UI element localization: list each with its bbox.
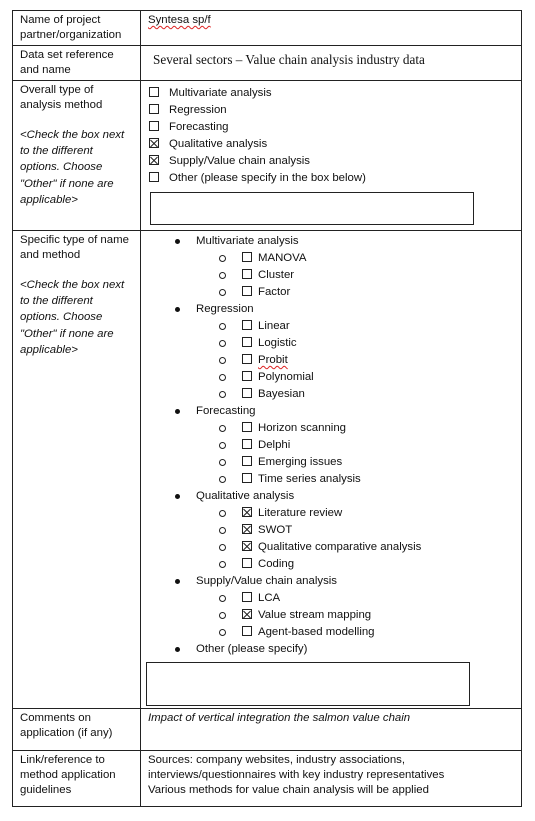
- row-comments: [13, 709, 522, 751]
- circle-bullet-icon: [219, 340, 226, 347]
- row-link: [13, 751, 522, 807]
- circle-bullet-icon: [219, 442, 226, 449]
- circle-bullet-icon: [219, 629, 226, 636]
- method-label: Cluster: [258, 269, 295, 281]
- overall-option[interactable]: [149, 102, 515, 119]
- circle-bullet-icon: [219, 289, 226, 296]
- circle-bullet-icon: [219, 374, 226, 381]
- partner-value: Syntesa sp/f: [148, 14, 211, 26]
- method-option[interactable]: [175, 624, 515, 641]
- partner-label: Name of project partner/organization: [13, 11, 141, 46]
- bullet-icon: [175, 494, 180, 499]
- bullet-icon: [175, 239, 180, 244]
- link-line-1: Sources: company websites, industry associations,: [148, 754, 406, 766]
- method-label: Logistic: [258, 337, 297, 349]
- row-overall: [13, 81, 522, 231]
- checkbox[interactable]: [242, 337, 252, 347]
- comments-label: Comments on application (if any): [13, 709, 141, 751]
- option-label: Supply/Value chain analysis: [169, 155, 310, 167]
- checkbox[interactable]: [242, 558, 252, 568]
- checkbox[interactable]: [242, 388, 252, 398]
- method-option[interactable]: [175, 335, 515, 352]
- row-partner: [13, 11, 522, 46]
- specific-method-list: [148, 233, 515, 658]
- overall-option[interactable]: [149, 136, 515, 153]
- method-option[interactable]: [175, 522, 515, 539]
- method-label: Probit: [258, 354, 288, 366]
- category-label: Regression: [196, 303, 254, 315]
- checkbox[interactable]: [242, 269, 252, 279]
- checkbox[interactable]: [242, 439, 252, 449]
- method-label: Bayesian: [258, 388, 305, 400]
- link-label: Link/reference to method application guidelines: [13, 751, 141, 807]
- method-option[interactable]: [175, 590, 515, 607]
- option-label: Qualitative analysis: [169, 138, 268, 150]
- method-option[interactable]: [175, 454, 515, 471]
- checkbox[interactable]: [242, 354, 252, 364]
- bullet-icon: [175, 647, 180, 652]
- overall-note: <Check the box next to the different options. Choose "Other" if none are applicable>: [20, 129, 125, 206]
- bullet-icon: [175, 579, 180, 584]
- overall-option[interactable]: [149, 85, 515, 102]
- category-label: Multivariate analysis: [196, 235, 299, 247]
- category-item: [175, 641, 515, 658]
- option-label: Multivariate analysis: [169, 87, 272, 99]
- dataset-value: Several sectors – Value chain analysis industry data: [153, 52, 425, 67]
- checked-checkbox[interactable]: [149, 138, 159, 148]
- checkbox[interactable]: [242, 473, 252, 483]
- method-option[interactable]: [175, 556, 515, 573]
- checkbox[interactable]: [149, 121, 159, 131]
- checkbox[interactable]: [242, 456, 252, 466]
- method-option[interactable]: [175, 352, 515, 369]
- circle-bullet-icon: [219, 510, 226, 517]
- checkbox[interactable]: [242, 371, 252, 381]
- checked-checkbox[interactable]: [149, 155, 159, 165]
- circle-bullet-icon: [219, 323, 226, 330]
- other-specify-box[interactable]: [150, 192, 474, 225]
- method-option[interactable]: [175, 420, 515, 437]
- method-option[interactable]: [175, 250, 515, 267]
- category-label: Qualitative analysis: [196, 490, 295, 502]
- checkbox[interactable]: [149, 104, 159, 114]
- option-label: Forecasting: [169, 121, 229, 133]
- checkbox[interactable]: [242, 286, 252, 296]
- method-option[interactable]: [175, 505, 515, 522]
- link-line-3: Various methods for value chain analysis will be applied: [148, 784, 429, 796]
- circle-bullet-icon: [219, 425, 226, 432]
- circle-bullet-icon: [219, 391, 226, 398]
- method-label: Linear: [258, 320, 290, 332]
- overall-option[interactable]: [149, 119, 515, 136]
- checked-checkbox[interactable]: [242, 609, 252, 619]
- checkbox[interactable]: [242, 422, 252, 432]
- method-label: Value stream mapping: [258, 609, 372, 621]
- circle-bullet-icon: [219, 527, 226, 534]
- option-label: Other (please specify in the box below): [169, 172, 366, 184]
- method-label: Delphi: [258, 439, 291, 451]
- overall-options: [148, 85, 515, 187]
- checkbox[interactable]: [242, 626, 252, 636]
- option-label: Regression: [169, 104, 227, 116]
- row-specific: [13, 231, 522, 709]
- method-option[interactable]: [175, 318, 515, 335]
- method-label: Qualitative comparative analysis: [258, 541, 422, 553]
- method-label: MANOVA: [258, 252, 307, 264]
- method-label: Polynomial: [258, 371, 314, 383]
- circle-bullet-icon: [219, 272, 226, 279]
- bullet-icon: [175, 307, 180, 312]
- category-item: [175, 573, 515, 590]
- category-label: Supply/Value chain analysis: [196, 575, 337, 587]
- method-option[interactable]: [175, 386, 515, 403]
- method-label: SWOT: [258, 524, 293, 536]
- method-option[interactable]: [175, 369, 515, 386]
- checkbox[interactable]: [242, 252, 252, 262]
- checked-checkbox[interactable]: [242, 524, 252, 534]
- bullet-icon: [175, 409, 180, 414]
- circle-bullet-icon: [219, 595, 226, 602]
- method-label: Emerging issues: [258, 456, 343, 468]
- method-label: Literature review: [258, 507, 343, 519]
- category-label: Forecasting: [196, 405, 256, 417]
- overall-option[interactable]: [149, 170, 515, 187]
- link-line-2: interviews/questionnaires with key industry representatives: [148, 769, 445, 781]
- category-item: [175, 301, 515, 318]
- method-label: Coding: [258, 558, 295, 570]
- specific-note: <Check the box next to the different options. Choose "Other" if none are applicable>: [20, 279, 125, 356]
- specific-label: Specific type of name and method: [20, 234, 129, 261]
- circle-bullet-icon: [219, 357, 226, 364]
- method-label: Agent-based modelling: [258, 626, 375, 638]
- method-label: Time series analysis: [258, 473, 361, 485]
- method-form-table: [12, 10, 522, 807]
- method-option[interactable]: [175, 437, 515, 454]
- category-item: [175, 233, 515, 250]
- method-option[interactable]: [175, 267, 515, 284]
- checkbox[interactable]: [149, 87, 159, 97]
- method-option[interactable]: [175, 539, 515, 556]
- circle-bullet-icon: [219, 459, 226, 466]
- method-label: Factor: [258, 286, 291, 298]
- checkbox[interactable]: [149, 172, 159, 182]
- dataset-label: Data set reference and name: [13, 46, 141, 81]
- category-item: [175, 488, 515, 505]
- overall-label: Overall type of analysis method: [20, 84, 103, 111]
- checked-checkbox[interactable]: [242, 541, 252, 551]
- row-dataset: [13, 46, 522, 81]
- method-label: Horizon scanning: [258, 422, 347, 434]
- checked-checkbox[interactable]: [242, 507, 252, 517]
- method-label: LCA: [258, 592, 281, 604]
- circle-bullet-icon: [219, 476, 226, 483]
- method-option[interactable]: [175, 471, 515, 488]
- circle-bullet-icon: [219, 544, 226, 551]
- category-item: [175, 403, 515, 420]
- category-label: Other (please specify): [196, 643, 308, 655]
- other-specific-box[interactable]: [146, 662, 470, 706]
- circle-bullet-icon: [219, 255, 226, 262]
- method-option[interactable]: [175, 284, 515, 301]
- overall-option[interactable]: [149, 153, 515, 170]
- circle-bullet-icon: [219, 561, 226, 568]
- circle-bullet-icon: [219, 612, 226, 619]
- method-option[interactable]: [175, 607, 515, 624]
- comments-value: Impact of vertical integration the salmon value chain: [148, 712, 411, 724]
- checkbox[interactable]: [242, 320, 252, 330]
- checkbox[interactable]: [242, 592, 252, 602]
